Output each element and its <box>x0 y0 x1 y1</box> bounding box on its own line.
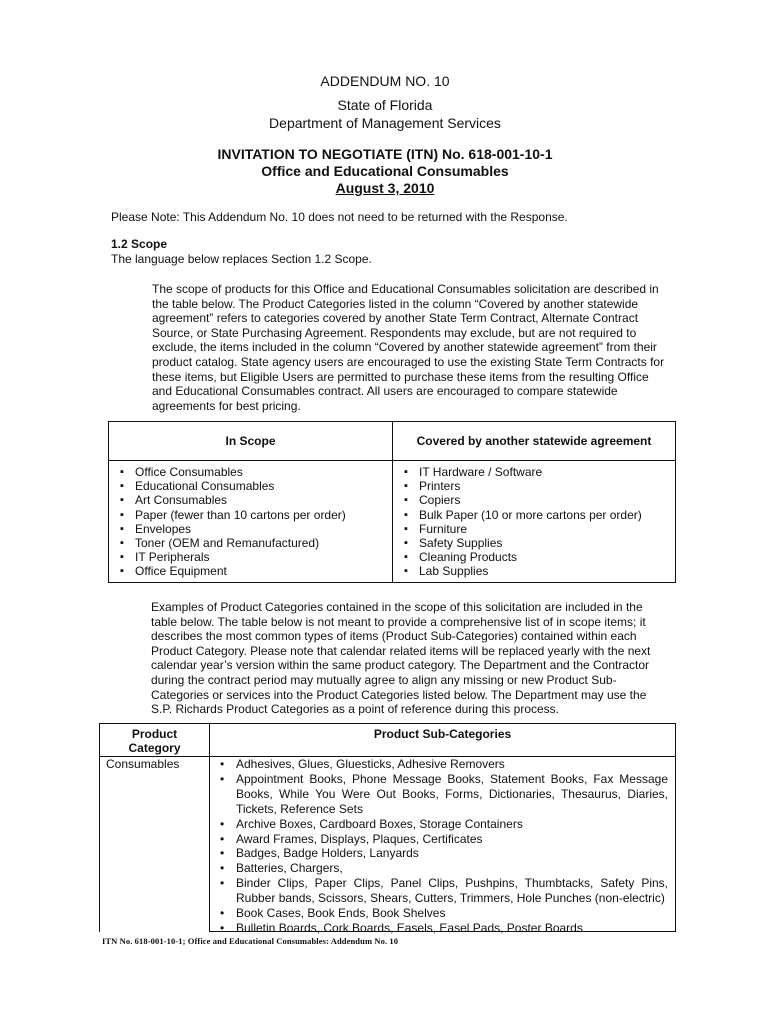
examples-line: table below. The table below is not meant to provide a comprehensive list of in scope items; it <box>151 614 646 629</box>
list-item: • Binder Clips, Paper Clips, Panel Clips, Pushpins, Thumbtacks, Safety Pins, Rubber bands, Scissors, Shears, Cutters, Trimmers, Hole Punches (non-electric) <box>216 876 668 906</box>
page-footer: ITN No. 618-001-10-1; Office and Educational Consumables: Addendum No. 10 <box>102 936 399 946</box>
sub-categories-header: Product Sub-Categories <box>373 727 512 741</box>
list-item: ▪ Art Consumables <box>115 493 387 507</box>
list-item: ▪ Cleaning Products <box>399 550 671 564</box>
scope-paragraph-line: The scope of products for this Office and Educational Consumables solicitation are described in <box>152 282 659 296</box>
in-scope-list <box>115 465 387 579</box>
examples-line: during the contract period may mutually agree to align any missing or new Product Sub- <box>151 672 617 687</box>
examples-paragraph <box>151 600 691 717</box>
category-table <box>99 723 676 935</box>
itn-title: INVITATION TO NEGOTIATE (ITN) No. 618-001-10-1 <box>217 146 553 162</box>
list-item: ▪ Bulk Paper (10 or more cartons per order) <box>399 508 671 522</box>
scope-table <box>108 421 676 583</box>
examples-line: S.P. Richards Product Categories as a point of reference during this process. <box>151 702 559 717</box>
scope-paragraph-line: agreements for best pricing. <box>152 398 301 413</box>
scope-paragraph-line: the table below. The Product Categories listed in the column “Covered by another statewide <box>152 296 639 311</box>
category-header <box>100 727 209 755</box>
itn-date-text: August 3, 2010 <box>335 180 435 196</box>
sub-category-list <box>216 757 668 936</box>
state-name: State of Florida <box>337 97 433 113</box>
addendum-title: ADDENDUM NO. 10 <box>320 73 450 89</box>
category-header-line: Category <box>128 741 181 755</box>
scope-paragraph-line: Source, or State Purchasing Agreement. Respondents may exclude, but are not required to <box>152 325 637 340</box>
list-item: ▪ Paper (fewer than 10 cartons per order) <box>115 508 387 522</box>
covered-list <box>399 465 671 579</box>
examples-line: describes the most common types of items (Product Sub-Categories) contained within each <box>151 629 637 644</box>
examples-line: Categories or services into the Product Categories listed below. The Department may use the <box>151 687 647 702</box>
scope-paragraph-line: and Educational Consumables contract. All users are encouraged to compare statewide <box>152 384 618 399</box>
list-item: ▪ IT Hardware / Software <box>399 465 671 479</box>
itn-date <box>0 180 770 196</box>
itn-subject: Office and Educational Consumables <box>261 163 509 179</box>
in-scope-header: In Scope <box>225 434 276 448</box>
list-item: ▪ Educational Consumables <box>115 479 387 493</box>
list-item: • Badges, Badge Holders, Lanyards <box>216 846 668 861</box>
list-item: ▪ Envelopes <box>115 522 387 536</box>
list-item: ▪ Copiers <box>399 493 671 507</box>
scope-paragraph-line: product catalog. State agency users are encouraged to use the existing State Term Contracts for <box>152 354 665 369</box>
category-name: Consumables <box>106 757 180 771</box>
covered-header: Covered by another statewide agreement <box>416 434 652 448</box>
section-intro: The language below replaces Section 1.2 Scope. <box>111 252 372 266</box>
list-item: • Appointment Books, Phone Message Books, Statement Books, Fax Message Books, While You Were Out Books, Forms, Dictionaries, Thesaurus, Diaries, Tickets, Reference Sets <box>216 772 668 817</box>
list-item: • Archive Boxes, Cardboard Boxes, Storage Containers <box>216 817 668 832</box>
list-item: ▪ Safety Supplies <box>399 536 671 550</box>
list-item: ▪ Lab Supplies <box>399 564 671 578</box>
department-name: Department of Management Services <box>269 115 501 131</box>
list-item: ▪ IT Peripherals <box>115 550 387 564</box>
list-item: ▪ Toner (OEM and Remanufactured) <box>115 536 387 550</box>
examples-line: calendar year’s version within the same product category. The Department and the Contractor <box>151 658 650 673</box>
scope-paragraph <box>152 282 692 413</box>
list-item: • Adhesives, Glues, Gluesticks, Adhesive Removers <box>216 757 668 772</box>
table-divider <box>109 460 675 461</box>
examples-line: Examples of Product Categories contained in the scope of this solicitation are included in the <box>151 600 643 614</box>
list-item: ▪ Printers <box>399 479 671 493</box>
category-header-line: Product <box>131 727 178 741</box>
list-item: • Batteries, Chargers, <box>216 861 668 876</box>
list-item: ▪ Furniture <box>399 522 671 536</box>
list-item: • Bulletin Boards, Cork Boards, Easels, Easel Pads, Poster Boards <box>216 921 668 936</box>
scope-paragraph-line: these items, but Eligible Users are permitted to purchase these items from the resulting Office <box>152 369 649 384</box>
list-item: • Book Cases, Book Ends, Book Shelves <box>216 906 668 921</box>
examples-line: Product Category. Please note that calendar related items will be replaced yearly with the next <box>151 643 651 658</box>
section-heading: 1.2 Scope <box>111 237 168 251</box>
list-item: ▪ Office Equipment <box>115 564 387 578</box>
scope-paragraph-line: agreement” refers to categories covered by another State Term Contract, Alternate Contract <box>152 311 639 326</box>
scope-paragraph-line: exclude, the items included in the column “Covered by another statewide agreement” from their <box>152 340 657 355</box>
list-item: • Award Frames, Displays, Plaques, Certificates <box>216 832 668 847</box>
return-note: Please Note: This Addendum No. 10 does not need to be returned with the Response. <box>111 210 568 224</box>
list-item: ▪ Office Consumables <box>115 465 387 479</box>
